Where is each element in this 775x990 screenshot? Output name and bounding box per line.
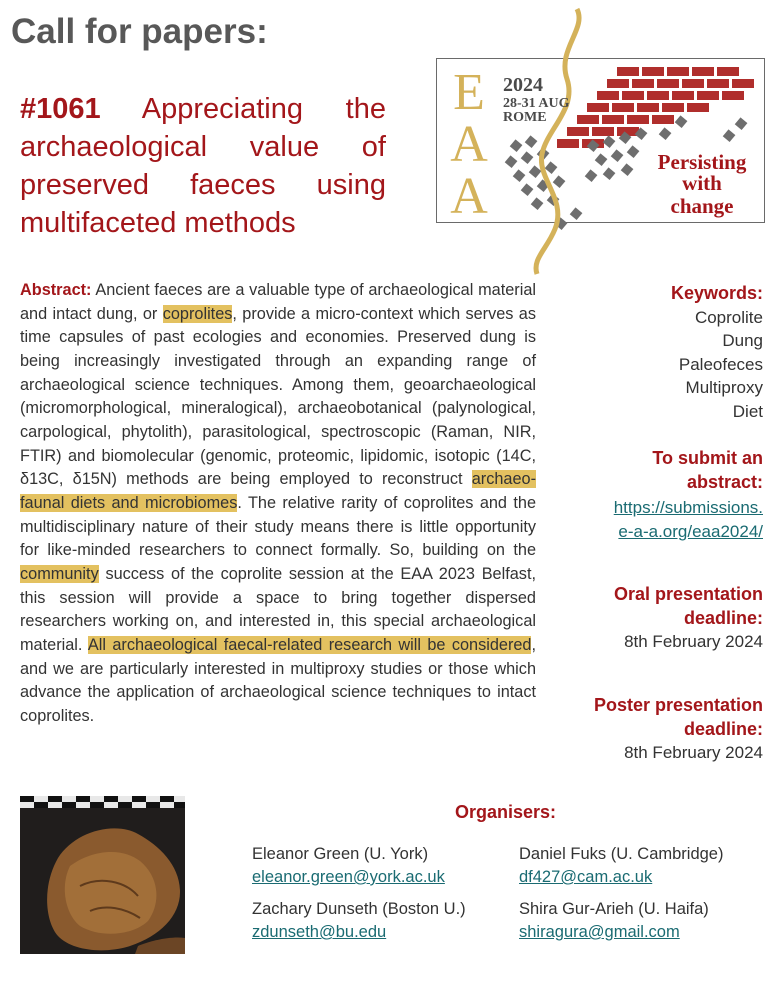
organiser-card (519, 898, 709, 944)
poster-label-2: deadline: (683, 718, 763, 739)
organiser-card (252, 898, 466, 944)
highlight-coprolites: coprolites (162, 304, 233, 323)
poster-deadline-date: 8th February 2024 (624, 743, 763, 762)
oral-deadline-date: 8th February 2024 (624, 632, 763, 651)
highlight-community: community (20, 564, 99, 583)
poster-label-1: Poster presentation (593, 695, 763, 715)
organisers-label: Organisers: (455, 802, 557, 822)
organiser-name: Eleanor Green (U. York) (252, 845, 429, 863)
logo-year: 2024 (503, 74, 543, 96)
logo-letter-a2: A (450, 168, 488, 225)
logo-letter-e: E (453, 64, 485, 121)
oral-deadline-section (543, 583, 763, 654)
session-number: #1061 (20, 93, 101, 125)
submit-label-1: To submit an (652, 448, 763, 468)
submission-link-line-2[interactable]: e-a-a.org/eaa2024/ (618, 521, 763, 541)
organiser-name: Daniel Fuks (U. Cambridge) (519, 845, 724, 863)
coprolite-photo (20, 796, 185, 954)
organiser-email[interactable]: eleanor.green@york.ac.uk (252, 868, 445, 886)
organiser-email[interactable]: df427@cam.ac.uk (519, 868, 653, 886)
keywords-section (543, 282, 763, 423)
abstract-paragraph (20, 279, 536, 728)
abstract-text-5: , and we are particularly interested in multiproxy studies or those which advance the application of archaeological science techniques to intact coprolites. (20, 635, 537, 725)
organiser-name: Zachary Dunseth (Boston U.) (252, 900, 466, 918)
organiser-card (519, 843, 723, 889)
submission-link-line-1[interactable]: https://submissions. (613, 498, 763, 517)
abstract-text-1: Ancient faeces are a valuable type of archaeological material and intact dung, or (20, 281, 537, 323)
coprolite-photo-graphic (20, 796, 185, 954)
oral-label-1: Oral presentation (613, 584, 763, 604)
organiser-name: Shira Gur-Arieh (U. Haifa) (519, 900, 709, 918)
session-title-text: Appreciating the archaeological value of preserved faeces using multifaceted methods (20, 93, 386, 239)
logo-slogan-1: Persisting (657, 150, 747, 174)
poster-deadline-section (543, 694, 763, 765)
keyword-item: Coprolite (694, 307, 763, 327)
abstract-text-4: success of the coprolite session at the EAA 2023 Belfast, this session will provide a space to bring together dispersed researchers working on, and interested in, this special archaeological material. (20, 564, 536, 654)
abstract-label: Abstract: (20, 281, 92, 299)
keyword-item: Multiproxy (685, 378, 763, 397)
logo-slogan-2: with (682, 171, 722, 195)
highlight-research: All archaeological faecal-related research will be considered (87, 635, 532, 654)
highlight-diets: archaeo-faunal diets and microbiomes (20, 470, 536, 512)
organiser-card (252, 843, 445, 889)
logo-city: ROME (503, 110, 547, 125)
organiser-email[interactable]: shiragura@gmail.com (519, 923, 680, 941)
submit-label-2: abstract: (686, 471, 763, 492)
logo-letter-a1: A (450, 116, 488, 173)
keyword-item: Diet (732, 401, 763, 421)
submit-section (543, 447, 763, 543)
logo-slogan-3: change (670, 194, 734, 218)
scale-bar (20, 796, 185, 808)
eaa-conference-logo (436, 58, 765, 223)
logo-dates: 28-31 AUG (503, 96, 570, 111)
organiser-email[interactable]: zdunseth@bu.edu (252, 923, 387, 941)
call-for-papers-heading: Call for papers: (11, 12, 268, 51)
keyword-item: Dung (722, 331, 763, 350)
keywords-label: Keywords: (670, 283, 763, 303)
submission-link[interactable] (543, 496, 763, 543)
session-title (20, 90, 386, 242)
keyword-item: Paleofeces (678, 354, 763, 374)
abstract-text-3: . The relative rarity of coprolites and the multidisciplinary nature of their study means there is little opportunity for like-minded researchers to connect formally. So, building on the (20, 493, 536, 560)
oral-label-2: deadline: (683, 607, 763, 628)
abstract-text-2: , provide a micro-context which serves as time capsules of past ecologies and economies. Preserved dung is being increasingly investigated through an expanding range of archaeological science techniques. Among them, geoarchaeological (micromorphological, mineralogical), archaeobotanical (palynological, carpological, phytolith), parasitological, spectroscopic (Raman, NIR, FTIR) and biomolecular (genomic, proteomic, lipidomic, isotopic (14C, δ13C, δ15N) methods are being employed to reconstruct (20, 304, 536, 489)
logo-graphic (437, 59, 766, 264)
